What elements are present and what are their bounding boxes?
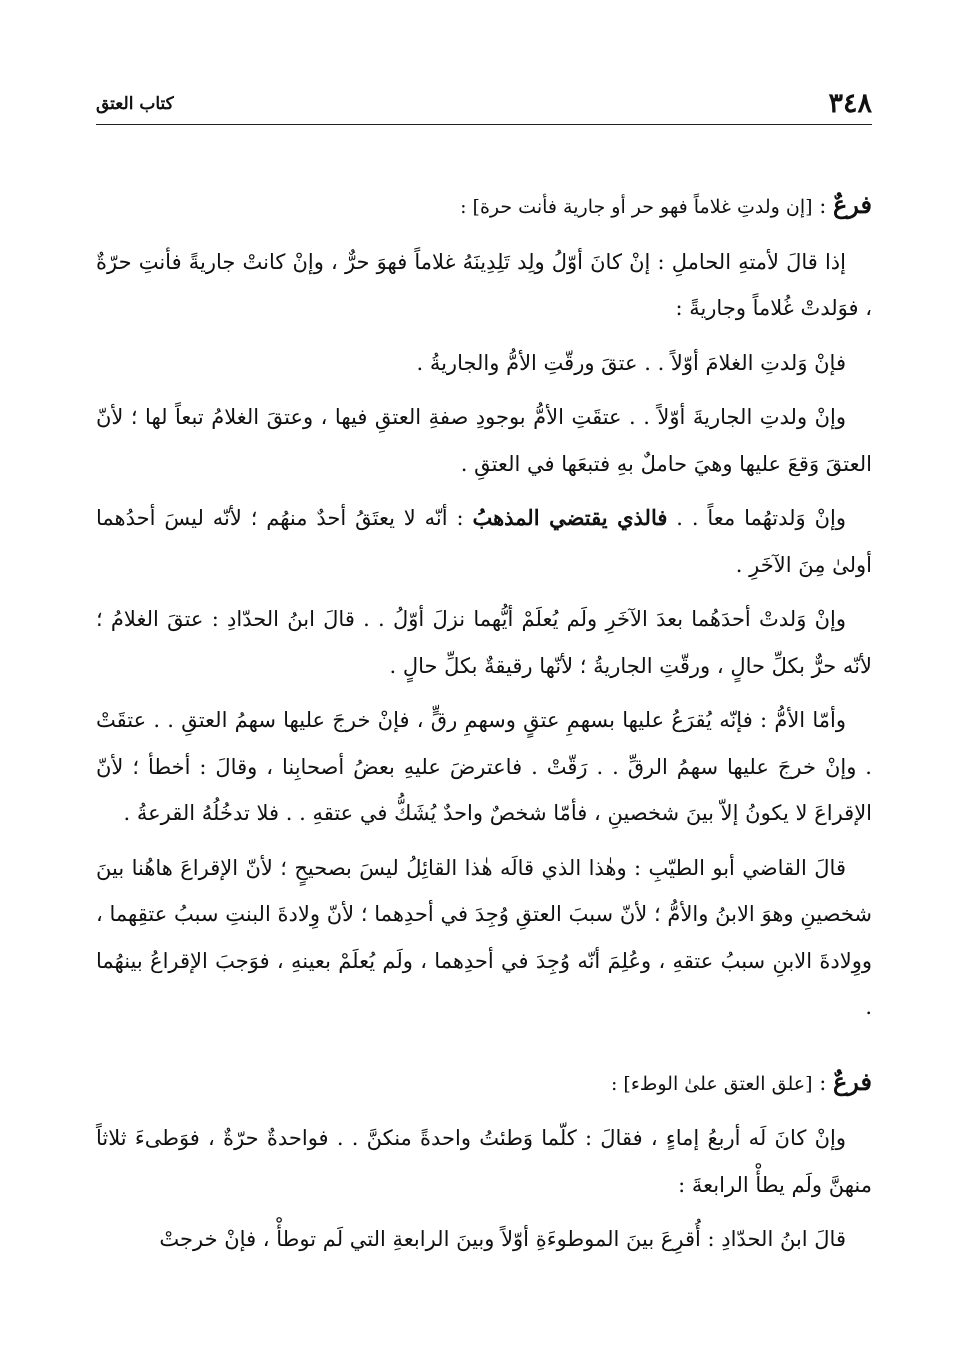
section-separator: : (812, 194, 833, 218)
paragraph-4-rest: : أنّه لا يعتَقُ أحدٌ منهُم ؛ لأنّه ليسَ أحدُهما أولىٰ مِنَ الآخَرِ . (96, 506, 872, 577)
section-label: فرعٌ (832, 1066, 872, 1096)
section-separator: : (812, 1070, 833, 1095)
section-title: [علق العتق علىٰ الوطء] : (610, 1072, 813, 1095)
section-title: [إن ولدتِ غلاماً فهو حر أو جارية فأنت حرة] : (460, 196, 813, 218)
header-rule (96, 124, 872, 125)
paragraph-4-emphasis: فالذي يقتضي المذهبُ (472, 505, 668, 530)
paragraph-8: وإنْ كانَ لَه أربعُ إماءٍ ، فقالَ : كلّما وَطئتُ واحدةً منكنَّ . . فواحدةٌ حرّةٌ ، فوَطىءَ ثلاثاً منهنَّ ولَم يطأْ الرابعةَ : (96, 1126, 872, 1197)
paragraph-7: قالَ القاضي أبو الطيّبِ : وهٰذا الذي قالَه هٰذا القائِلُ ليسَ بصحيحٍ ؛ لأنّ الإقراعَ هاهُنا بينَ شخصينِ وهوَ الابنُ والأمُّ ؛ لأنّ سببَ العتقِ وُجِدَ في أحدِهما ؛ لأنّ وِلادةَ البنتِ سببُ عتقِهما ، ووِلادةَ الابنِ سببُ عتقهِ ، وعُلِمَ أنّه وُجِدَ في أحدِهما ، ولَم يُعلَمْ بعينهِ ، فوَجبَ الإقراعُ بينهُما . (96, 855, 872, 1019)
page-header (96, 80, 872, 120)
paragraph-4 (96, 495, 872, 588)
section-heading-1 (96, 182, 872, 231)
running-title: كتاب العتق (96, 94, 174, 114)
page-number: ٣٤٨ (828, 88, 872, 119)
section-label: فرعٌ (832, 190, 872, 219)
page-body (96, 182, 872, 1271)
paragraph-3: وإنْ ولدتِ الجاريةَ أوّلاً . . عتقَتِ الأمُّ بوجودِ صفةِ العتقِ فيها ، وعتقَ الغلامُ تبعاً لها ؛ لأنّ العتقَ وَقعَ عليها وهيَ حاملٌ بهِ فتبعَها في العتقِ . (96, 405, 872, 476)
section-heading-2 (96, 1059, 872, 1108)
paragraph-4-lead: وإنْ وَلدتهُما معاً . . (676, 506, 846, 530)
paragraph-9: قالَ ابنُ الحدّادِ : أُقرِعَ بينَ الموطوءَةِ أوّلاً وبينَ الرابعةِ التي لَم توطأْ ، فإنْ خرجتْ (159, 1227, 846, 1251)
paragraph-2: فإنْ وَلدتِ الغلامَ أوّلاً . . عتقَ ورقّتِ الأمُّ والجاريةُ . (416, 350, 846, 375)
paragraph-1: إذا قالَ لأمتهِ الحاملِ : إنْ كانَ أوّلُ ولِد تَلِدِينَهُ غلاماً فهوَ حرٌّ ، وإنْ كانتْ جاريةً فأنتِ حرّةٌ ، فوَلدتْ غُلاماً وجاريةً : (96, 249, 872, 320)
paragraph-5: وإنْ وَلدتْ أحدَهُما بعدَ الآخَرِ ولَم يُعلَمْ أيُّهما نزلَ أوّلُ . . قالَ ابنُ الحدّادِ : عتقَ الغلامُ ؛ لأنّه حرٌّ بكلِّ حالٍ ، ورقّتِ الجاريةُ ؛ لأنّها رقيقةٌ بكلِّ حالٍ . (96, 607, 872, 678)
paragraph-6: وأمّا الأمُّ : فإنّه يُقرَعُ عليها بسهمِ عتقٍ وسهمِ رقٍّ ، فإنْ خرجَ عليها سهمُ العتقِ . . عتقَتْ . وإنْ خرجَ عليها سهمُ الرقِّ . . رَقّتْ . فاعترضَ عليهِ بعضُ أصحابِنا ، وقالَ : أخطأ ؛ لأنّ الإقراعَ لا يكونُ إلاّ بينَ شخصينِ ، فأمّا شخصٌ واحدٌ يُشَكُّ في عتقهِ . . فلا تدخُلُهُ القرعةُ . (96, 708, 872, 825)
